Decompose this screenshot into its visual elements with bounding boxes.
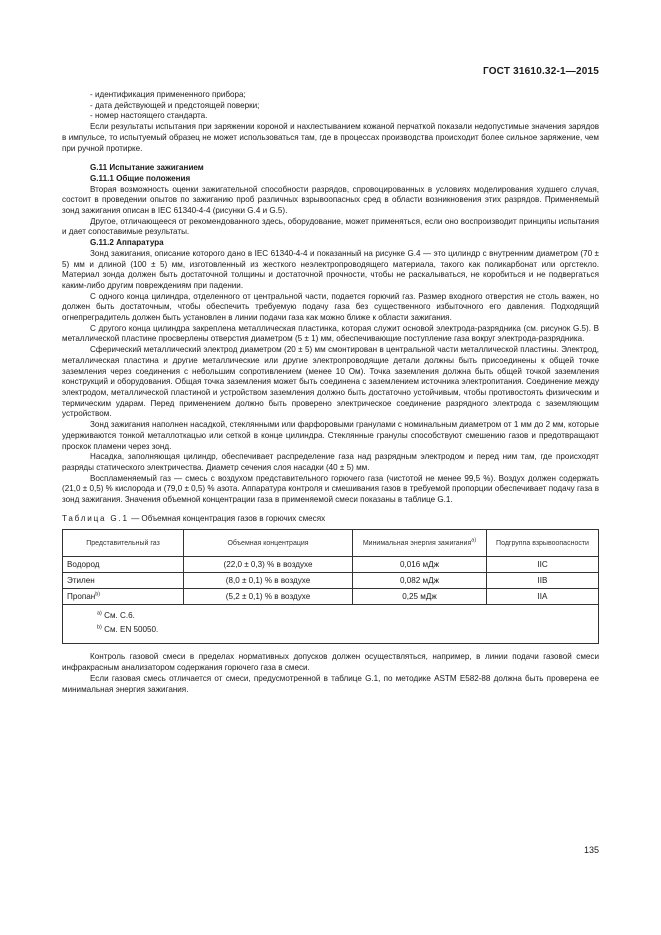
footnote-mark: b) (97, 624, 102, 631)
paragraph: Воспламеняемый газ — смесь с воздухом представительного горючего газа (чистотой не менее 99,5 %). Воздух должен содержать (21,0 ± 0,5) % кислорода и (79,0 ± 0,5) % азота. Аппаратура контроля и смешивания газов в требуемой пропорции обеспечивает подачу газа в зонд зажигания. Значения объемной концентрации газа в применяемой смеси показаны в таблице G.1. (62, 473, 599, 505)
list-item: - номер настоящего стандарта. (90, 111, 208, 121)
list-item: - дата действующей и предстоящей поверки; (90, 100, 260, 110)
footnote (97, 609, 598, 623)
header-group: Подгруппа взрывоопасности (487, 530, 599, 557)
gas-name: Этилен (67, 575, 95, 585)
cell-energy: 0,25 мДж (353, 589, 487, 605)
standard-number: ГОСТ 31610.32-1—2015 (482, 66, 599, 77)
header-energy (353, 530, 487, 557)
paragraph: С другого конца цилиндра закреплена металлическая пластинка, которая служит основой электрода-разрядника (см. рисунок G.5). В металлической пластине просверлены отверстия диаметром (5 ± 1) мм, обеспечивающие поступление газа вокруг электрода-разрядника. (62, 323, 599, 344)
cell-concentration: (8,0 ± 0,1) % в воздухе (184, 573, 353, 589)
paragraph: С одного конца цилиндра, отделенного от центральной части, подается горючий газ. Размер входного отверстия не столь важен, но должен быть достаточным, чтобы обеспечить требуемую подачу газа без существенного избыточного его давления. Подходящий огнепреградитель должен быть установлен в линии подачи газа как можно ближе к области зажигания. (62, 291, 599, 323)
table-title: — Объемная концентрация газов в горючих смесях (131, 513, 326, 523)
cell-gas (63, 557, 184, 573)
header-energy-text: Минимальная энергия зажигания (362, 539, 472, 547)
list-item: - идентификация примененного прибора; (90, 90, 246, 99)
intro-paragraph: Если результаты испытания при заряжении короной и нахлестыванием кожаной перчаткой показали недопустимые значения зарядов в импульсе, то испытуемый образец не может использоваться там, где в процессах производства происходит более сильное заряжение, чем при ручной протирке. (62, 122, 599, 153)
section-g11-title: G.11 Испытание зажиганием (90, 163, 204, 173)
gas-concentration-table (62, 529, 599, 644)
cell-energy: 0,082 мДж (353, 573, 487, 589)
table-header-row (63, 530, 599, 557)
paragraph: Другое, отличающееся от рекомендованного здесь, оборудование, может применяться, если оно воспроизводит принципы испытания и дает сопоставимые результаты. (62, 216, 599, 237)
table-label: Таблица G.1 (62, 513, 129, 523)
table-caption (62, 514, 599, 525)
paragraph: Насадка, заполняющая цилиндр, обеспечивает распределение газа над разрядным электродом и перед ним там, где происходят разряды статического электричества. Диаметр сечения слоя насадки (40 ± 5) мм. (62, 452, 599, 472)
gas-name: Водород (67, 559, 100, 569)
gas-name: Пропан (67, 591, 96, 601)
cell-gas (63, 589, 184, 605)
table-row (63, 573, 599, 589)
cell-energy: 0,016 мДж (353, 557, 487, 573)
paragraph: Зонд зажигания наполнен насадкой, стеклянными или фарфоровыми гранулами с номинальным диаметром от 1 мм до 2 мм, которые удерживаются тонкой металлоткацью или сеткой в конце цилиндра. Стеклянные гранулы способствуют смешению газов и предотвращают проскок пламени через зонд. (62, 420, 599, 451)
table-row (63, 557, 599, 573)
paragraph: Контроль газовой смеси в пределах нормативных допусков должен осуществляться, например, в линии подачи газовой смеси инфракрасным анализатором содержания горючего газа в смеси. (62, 652, 599, 673)
cell-group: IIB (487, 573, 599, 589)
paragraph: Если газовая смесь отличается от смеси, предусмотренной в таблице G.1, по методике ASTM E582-88 должна быть проверена ее минимальная энергия зажигания. (62, 673, 599, 694)
paragraph: Зонд зажигания, описание которого дано в IEC 61340-4-4 и показанный на рисунке G.4 — это цилиндр с внутренним диаметром (70 ± 5) мм и длиной (100 ± 5) мм, изготовленный из жесткого неэлектропроводящего материала, такого как поликарбонат или оргстекло. Материал зонда должен быть достаточной толщины и достаточной прочности, чтобы не раскалываться, не коробиться и не подвергаться каким-либо другим повреждениям при падении. (62, 248, 599, 290)
header-concentration: Объемная концентрация (184, 530, 353, 557)
footnote-mark: b) (95, 590, 101, 597)
document-body (62, 90, 599, 695)
cell-concentration: (22,0 ± 0,3) % в воздухе (184, 557, 353, 573)
footnote-text: См. EN 50050. (104, 625, 159, 635)
cell-group: IIC (487, 557, 599, 573)
footnotes-cell (63, 605, 599, 644)
cell-concentration: (5,2 ± 0,1) % в воздухе (184, 589, 353, 605)
cell-gas (63, 573, 184, 589)
footnote-text: См. С.6. (104, 611, 135, 621)
table-row (63, 589, 599, 605)
paragraph: Вторая возможность оценки зажигательной способности разрядов, спровоцированных в условиях моделирования худшего случая, состоит в проведении опытов по зажиганию проб различных взрывоопасных сред в области возникновения этих разрядов. Применяемый зонд зажигания описан в IEC 61340-4-4 (рисунки G.4 и G.5). (62, 184, 599, 216)
cell-group: IIA (487, 589, 599, 605)
section-g11-2-title: G.11.2 Аппаратура (90, 238, 164, 248)
table-footnotes (63, 605, 599, 644)
paragraph: Сферический металлический электрод диаметром (20 ± 5) мм смонтирован в центральной части металлической пластины. Электрод, металлическая пластина и другие металлические или другие электропроводящие детали должны быть присоединены к общей точке заземления через соединения с небольшим сопротивлением (менее 10 Ом). Точка заземления должна быть общей точкой заземления конструкций и оборудования. Общая точка заземления может быть соединена с заземлением источника электропитания. Соединение между электродом, металлической пластиной и устройством заземления должно быть достаточно устойчивым, чтобы противостоять физическим и термическим ударам. Перед применением должно быть проверено электрическое соединение разрядного электрода с заземляющим устройством. (62, 345, 599, 419)
footnote-mark: a) (471, 537, 477, 544)
footnote (97, 623, 598, 637)
section-g11-1-title: G.11.1 Общие положения (90, 173, 191, 183)
footnote-mark: a) (97, 610, 102, 617)
header-gas: Представительный газ (63, 530, 184, 557)
page-number: 135 (583, 845, 599, 855)
